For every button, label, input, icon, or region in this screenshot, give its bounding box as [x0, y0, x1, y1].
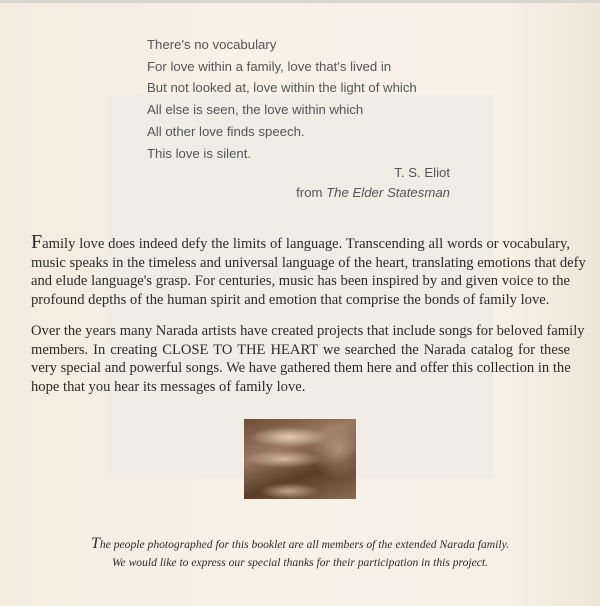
body-line: Over the years many Narada artists have created projects that include songs for beloved family — [31, 323, 585, 339]
quote-author: T. S. Eliot — [394, 165, 450, 180]
body-line — [31, 231, 570, 254]
quote-line: This love is silent. — [147, 145, 252, 161]
body-line: very special and powerful songs. We have gathered them here and offer this collection in the — [31, 360, 571, 377]
body-line: and elude language's grasp. For centuries, music has been inspired by and given voice to the — [31, 273, 570, 290]
paragraph-1 — [31, 231, 586, 309]
line-text: amily love does indeed defy the limits of language. Transcending all words or vocabulary, — [42, 236, 570, 252]
body-line: music speaks in the timeless and universal language of the heart, translating emotions that defy — [31, 254, 586, 271]
quote-line: But not looked at, love within the light of which — [147, 80, 417, 96]
body-line: hope that you hear its messages of family love. — [31, 378, 306, 395]
quote-attribution — [296, 163, 450, 203]
caption-line-2: We would like to express our special thanks for their participation in this project. — [111, 556, 489, 569]
quote-line: All other love finds speech. — [147, 123, 305, 139]
body-line: members. In creating CLOSE TO THE HEART we searched the Narada catalog for these — [31, 341, 570, 358]
quote-source — [296, 183, 450, 203]
scan-edge — [0, 0, 600, 3]
paragraph-2 — [31, 322, 585, 396]
poem-quote — [147, 34, 417, 164]
quote-line: All else is seen, the love within which — [147, 102, 364, 118]
drop-cap: F — [31, 231, 43, 253]
quote-line: For love within a family, love that's lived in — [147, 58, 392, 74]
hands-photo — [244, 419, 356, 499]
caption-initial: T — [90, 535, 100, 552]
quote-line: There's no vocabulary — [147, 37, 277, 52]
source-title: The Elder Statesman — [326, 185, 450, 200]
photo-credit-caption — [0, 535, 600, 572]
caption-line-1 — [0, 535, 600, 554]
source-prefix: from — [296, 185, 323, 200]
body-line: profound depths of the human spirit and emotion that comprise the bonds of family love. — [31, 291, 550, 308]
caption-text: he people photographed for this booklet are all members of the extended Narada family. — [99, 538, 510, 551]
